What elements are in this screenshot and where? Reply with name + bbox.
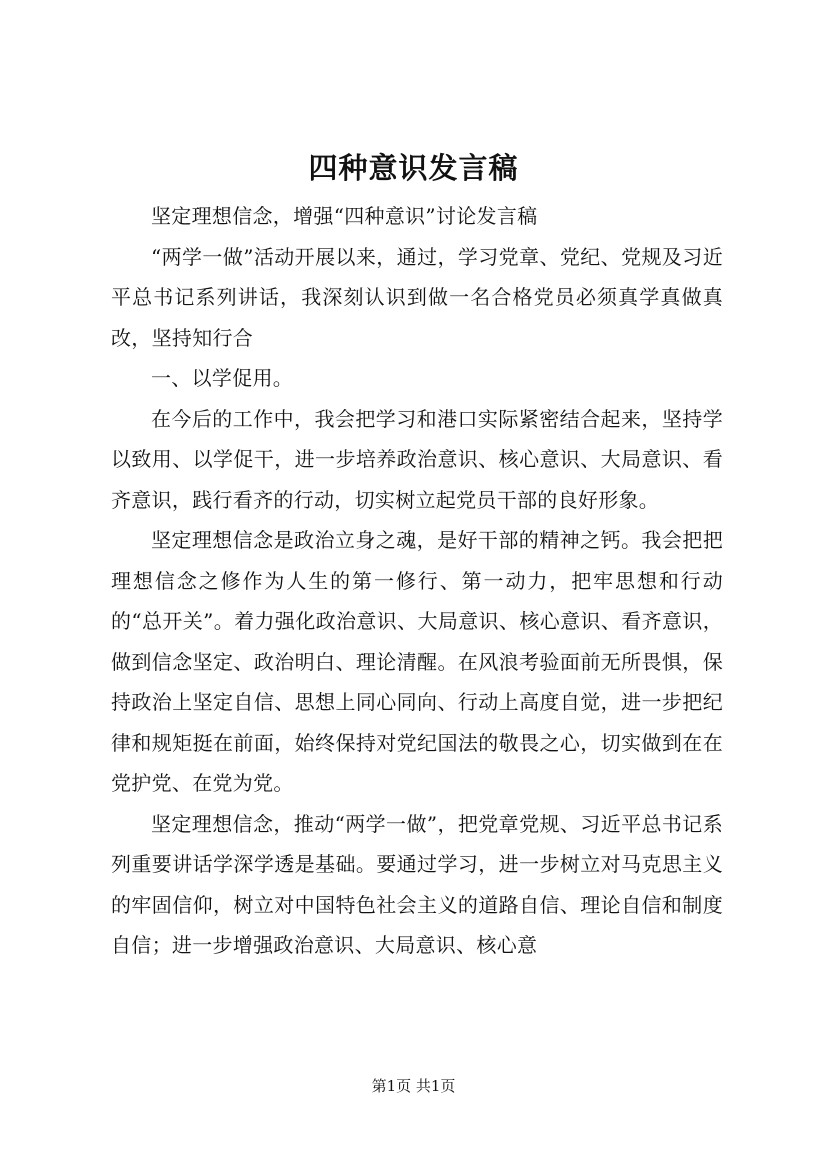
- document-body: [111, 196, 723, 966]
- paragraph-belief: 坚定理想信念是政治立身之魂，是好干部的精神之钙。我会把把理想信念之修作为人生的第一修行、第一动力，把牢思想和行动的“总开关”。着力强化政治意识、大局意识、核心意识、看齐意识，做到信念坚定、政治明白、理论清醒。在风浪考验面前无所畏惧，保持政治上坚定自信、思想上同心同向、行动上高度自觉，进一步把纪律和规矩挺在前面，始终保持对党纪国法的敬畏之心，切实做到在在党护党、在党为党。: [111, 528, 723, 795]
- page-footer: 第1页 共1页: [371, 1077, 456, 1095]
- document-title: 四种意识发言稿: [308, 151, 519, 185]
- paragraph-intro: “两学一做”活动开展以来，通过，学习党章、党纪、党规及习近平总书记系列讲话，我深刻认识到做一名合格党员必须真学真做真改，坚持知行合: [111, 244, 723, 350]
- paragraph-subtitle: 坚定理想信念，增强“四种意识”讨论发言稿: [151, 204, 538, 228]
- paragraph-work: 在今后的工作中，我会把学习和港口实际紧密结合起来，坚持学以致用、以学促干，进一步培养政治意识、核心意识、大局意识、看齐意识，践行看齐的行动，切实树立起党员干部的良好形象。: [111, 406, 723, 512]
- paragraph-study: 坚定理想信念，推动“两学一做”，把党章党规、习近平总书记系列重要讲话学深学透是基础。要通过学习，进一步树立对马克思主义的牢固信仰，树立对中国特色社会主义的道路自信、理论自信和制度自信；进一步增强政治意识、大局意识、核心意: [111, 811, 723, 957]
- paragraph-heading-1: 一、以学促用。: [151, 366, 294, 390]
